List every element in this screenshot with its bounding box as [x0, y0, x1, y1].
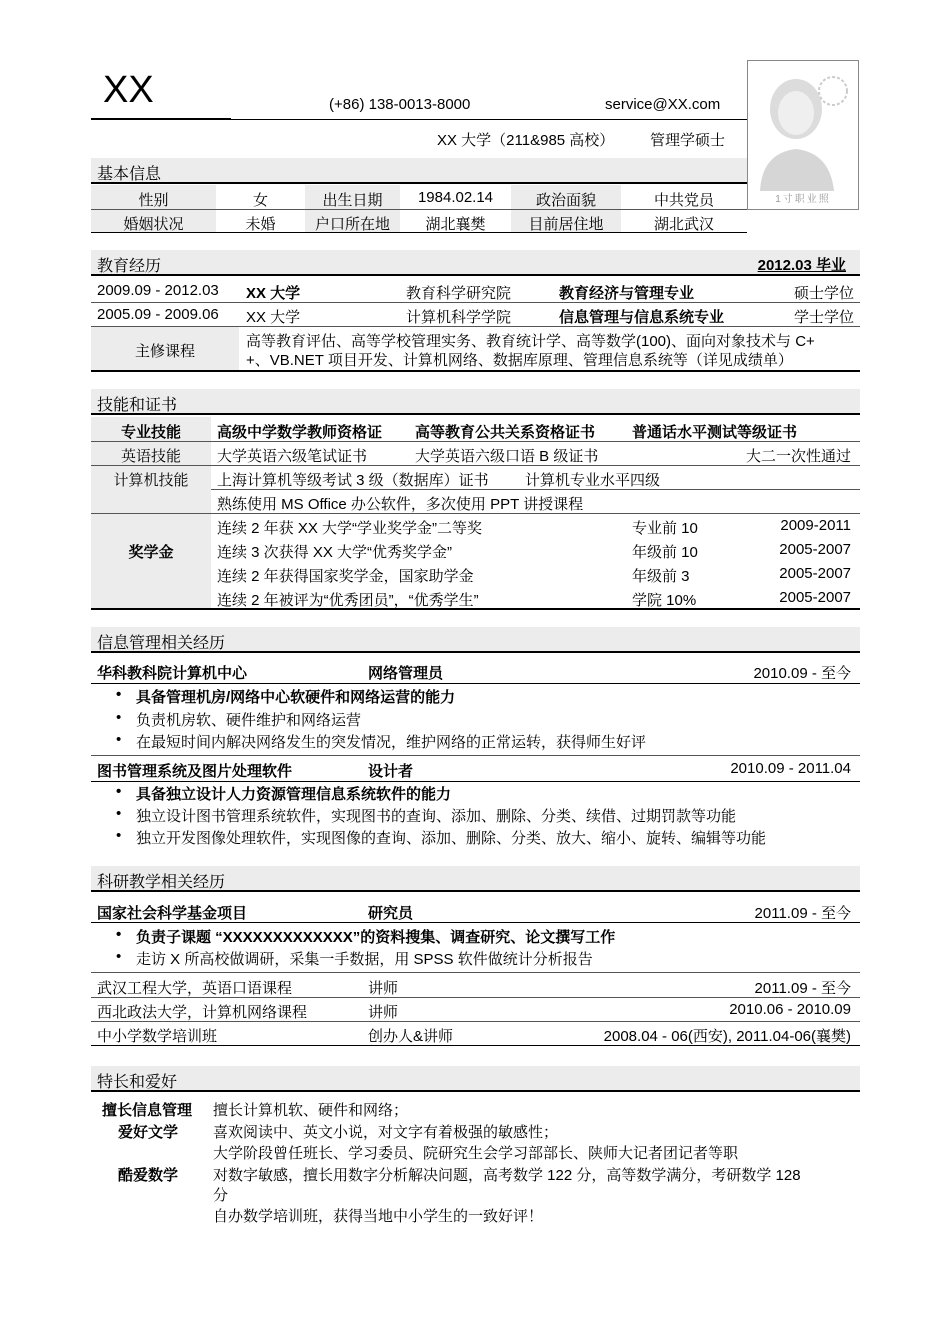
- job-org: 华科教科院计算机中心: [97, 665, 248, 682]
- course-list-line-1: 高等教育评估、高等学校管理实务、教育统计学、高等数学(100)、面向对象技术与 C+: [246, 333, 815, 350]
- edu-school: XX 大学: [246, 309, 301, 326]
- hobby-text: 对数字敏感，擅长用数字分析解决问题，高考数学 122 分，高等数学满分，考研数学 128: [213, 1167, 801, 1184]
- computer-skill-detail: 熟练使用 MS Office 办公软件，多次使用 PPT 讲授课程: [217, 496, 584, 513]
- scholarship-item: 连续 2 年被评为“优秀团员”，“优秀学生”: [217, 592, 479, 609]
- section-hobbies: [91, 1066, 860, 1092]
- certificate-note: 大二一次性通过: [745, 448, 851, 465]
- computer-skill-label: 计算机技能: [113, 472, 189, 489]
- teaching-role: 讲师: [368, 980, 399, 997]
- label-political: 政治面貌: [535, 192, 596, 209]
- certificate: 大学英语六级口语 B 级证书: [415, 448, 599, 465]
- value-birth: 1984.02.14: [417, 189, 494, 206]
- photo-caption: 1寸职业照: [775, 194, 831, 205]
- job-date: 2010.09 - 至今: [753, 665, 851, 682]
- label-marital: 婚姻状况: [123, 216, 184, 233]
- school-name: XX 大学（211&985 高校）: [437, 132, 615, 149]
- hobby-text: 大学阶段曾任班长、学习委员、院研究生会学习部部长、陕师大记者团记者等职: [213, 1145, 739, 1162]
- job-role: 网络管理员: [368, 665, 444, 682]
- job-role: 研究员: [368, 905, 414, 922]
- teaching-role: 创办人&讲师: [368, 1028, 454, 1045]
- profile-photo: [747, 60, 859, 210]
- teaching-org: 武汉工程大学，英语口语课程: [97, 980, 293, 997]
- scholarship-rank: 年级前 10: [632, 544, 698, 561]
- basic-info-table: [91, 185, 747, 233]
- section-research-experience: [91, 866, 860, 892]
- section-info-experience: [91, 627, 860, 653]
- pro-skill-label: 专业技能: [120, 424, 181, 441]
- edu-college: 教育科学研究院: [406, 285, 512, 302]
- value-marital: 未婚: [245, 216, 276, 233]
- teaching-org: 中小学数学培训班: [97, 1028, 218, 1045]
- skills-table: [91, 417, 860, 610]
- teaching-date: 2008.04 - 06(西安), 2011.04-06(襄樊): [603, 1028, 851, 1045]
- edu-degree: 学士学位: [793, 309, 854, 326]
- section-basic-info: [91, 158, 747, 184]
- edu-major: 教育经济与管理专业: [559, 285, 695, 302]
- label-residence: 目前居住地: [528, 216, 604, 233]
- certificate: 大学英语六级笔试证书: [217, 448, 368, 465]
- certificate: 高等教育公共关系资格证书: [415, 424, 596, 441]
- job-date: 2010.09 - 2011.04: [730, 760, 851, 777]
- scholarship-item: 连续 2 年获得国家奖学金，国家助学金: [217, 568, 474, 585]
- scholarship-years: 2005-2007: [779, 541, 851, 558]
- hobby-text: 自办数学培训班，获得当地中小学生的一致好评！: [213, 1208, 544, 1225]
- hobby-text: 喜欢阅读中、英文小说，对文字有着极强的敏感性；: [213, 1124, 559, 1141]
- header-rule-thick: [91, 118, 231, 120]
- edu-degree: 硕士学位: [793, 285, 854, 302]
- scholarship-rank: 专业前 10: [632, 520, 698, 537]
- edu-major: 信息管理与信息系统专业: [559, 309, 725, 326]
- graduation-date: 2012.03 毕业: [757, 257, 846, 274]
- edu-college: 计算机科学学院: [406, 309, 512, 326]
- person-silhouette-icon: [748, 61, 858, 191]
- teaching-role: 讲师: [368, 1004, 399, 1021]
- certificate: 普通话水平测试等级证书: [632, 424, 798, 441]
- edu-period: 2009.09 - 2012.03: [97, 282, 219, 299]
- label-gender: 性别: [138, 192, 169, 209]
- hobby-label: 酷爱数学: [118, 1167, 179, 1184]
- value-hukou: 湖北襄樊: [425, 216, 486, 233]
- header-rule: [231, 119, 747, 120]
- course-list-line-2: +、VB.NET 项目开发、计算机网络、数据库原理、管理信息系统等（详见成绩单）: [246, 352, 793, 369]
- hobby-label: 擅长信息管理: [102, 1102, 193, 1119]
- degree: 管理学硕士: [650, 132, 726, 149]
- job-org: 国家社会科学基金项目: [97, 905, 248, 922]
- section-title: 基本信息: [97, 166, 162, 183]
- value-residence: 湖北武汉: [653, 216, 714, 233]
- section-title: 技能和证书: [97, 397, 178, 414]
- section-title: 信息管理相关经历: [97, 635, 226, 652]
- scholarship-label: 奖学金: [128, 544, 174, 561]
- hobby-text: 擅长计算机软、硬件和网络；: [213, 1102, 409, 1119]
- education-table: [91, 278, 860, 372]
- job-date: 2011.09 - 至今: [754, 905, 851, 922]
- section-education: [91, 250, 860, 276]
- certificate: 高级中学数学教师资格证: [217, 424, 383, 441]
- phone-number: (+86) 138-0013-8000: [329, 96, 471, 113]
- certificate: 计算机专业水平四级: [525, 472, 661, 489]
- course-label: 主修课程: [134, 343, 195, 360]
- teaching-date: 2011.09 - 至今: [754, 980, 851, 997]
- edu-school: XX 大学: [246, 285, 301, 302]
- scholarship-rank: 年级前 3: [632, 568, 690, 585]
- section-skills: [91, 389, 860, 415]
- job-org: 图书管理系统及图片处理软件: [97, 763, 293, 780]
- label-birth: 出生日期: [322, 192, 383, 209]
- scholarship-item: 连续 2 年获 XX 大学“学业奖学金”二等奖: [217, 520, 483, 537]
- teaching-date: 2010.06 - 2010.09: [729, 1001, 851, 1018]
- scholarship-item: 连续 3 次获得 XX 大学“优秀奖学金”: [217, 544, 453, 561]
- hobby-text: 分: [213, 1187, 229, 1204]
- scholarship-years: 2005-2007: [779, 589, 851, 606]
- scholarship-years: 2005-2007: [779, 565, 851, 582]
- certificate: 上海计算机等级考试 3 级（数据库）证书: [217, 472, 489, 489]
- email-address: service@XX.com: [605, 96, 721, 113]
- english-skill-label: 英语技能: [120, 448, 181, 465]
- candidate-name: XX: [103, 69, 154, 111]
- value-gender: 女: [252, 192, 268, 209]
- edu-period: 2005.09 - 2009.06: [97, 306, 219, 323]
- job-role: 设计者: [368, 763, 414, 780]
- value-political: 中共党员: [653, 192, 714, 209]
- section-title: 特长和爱好: [97, 1074, 178, 1091]
- scholarship-rank: 学院 10%: [632, 592, 697, 609]
- teaching-org: 西北政法大学，计算机网络课程: [97, 1004, 308, 1021]
- scholarship-years: 2009-2011: [780, 517, 851, 534]
- section-title: 教育经历: [97, 258, 162, 275]
- hobby-label: 爱好文学: [118, 1124, 179, 1141]
- label-hukou: 户口所在地: [314, 216, 390, 233]
- section-title: 科研教学相关经历: [97, 874, 226, 891]
